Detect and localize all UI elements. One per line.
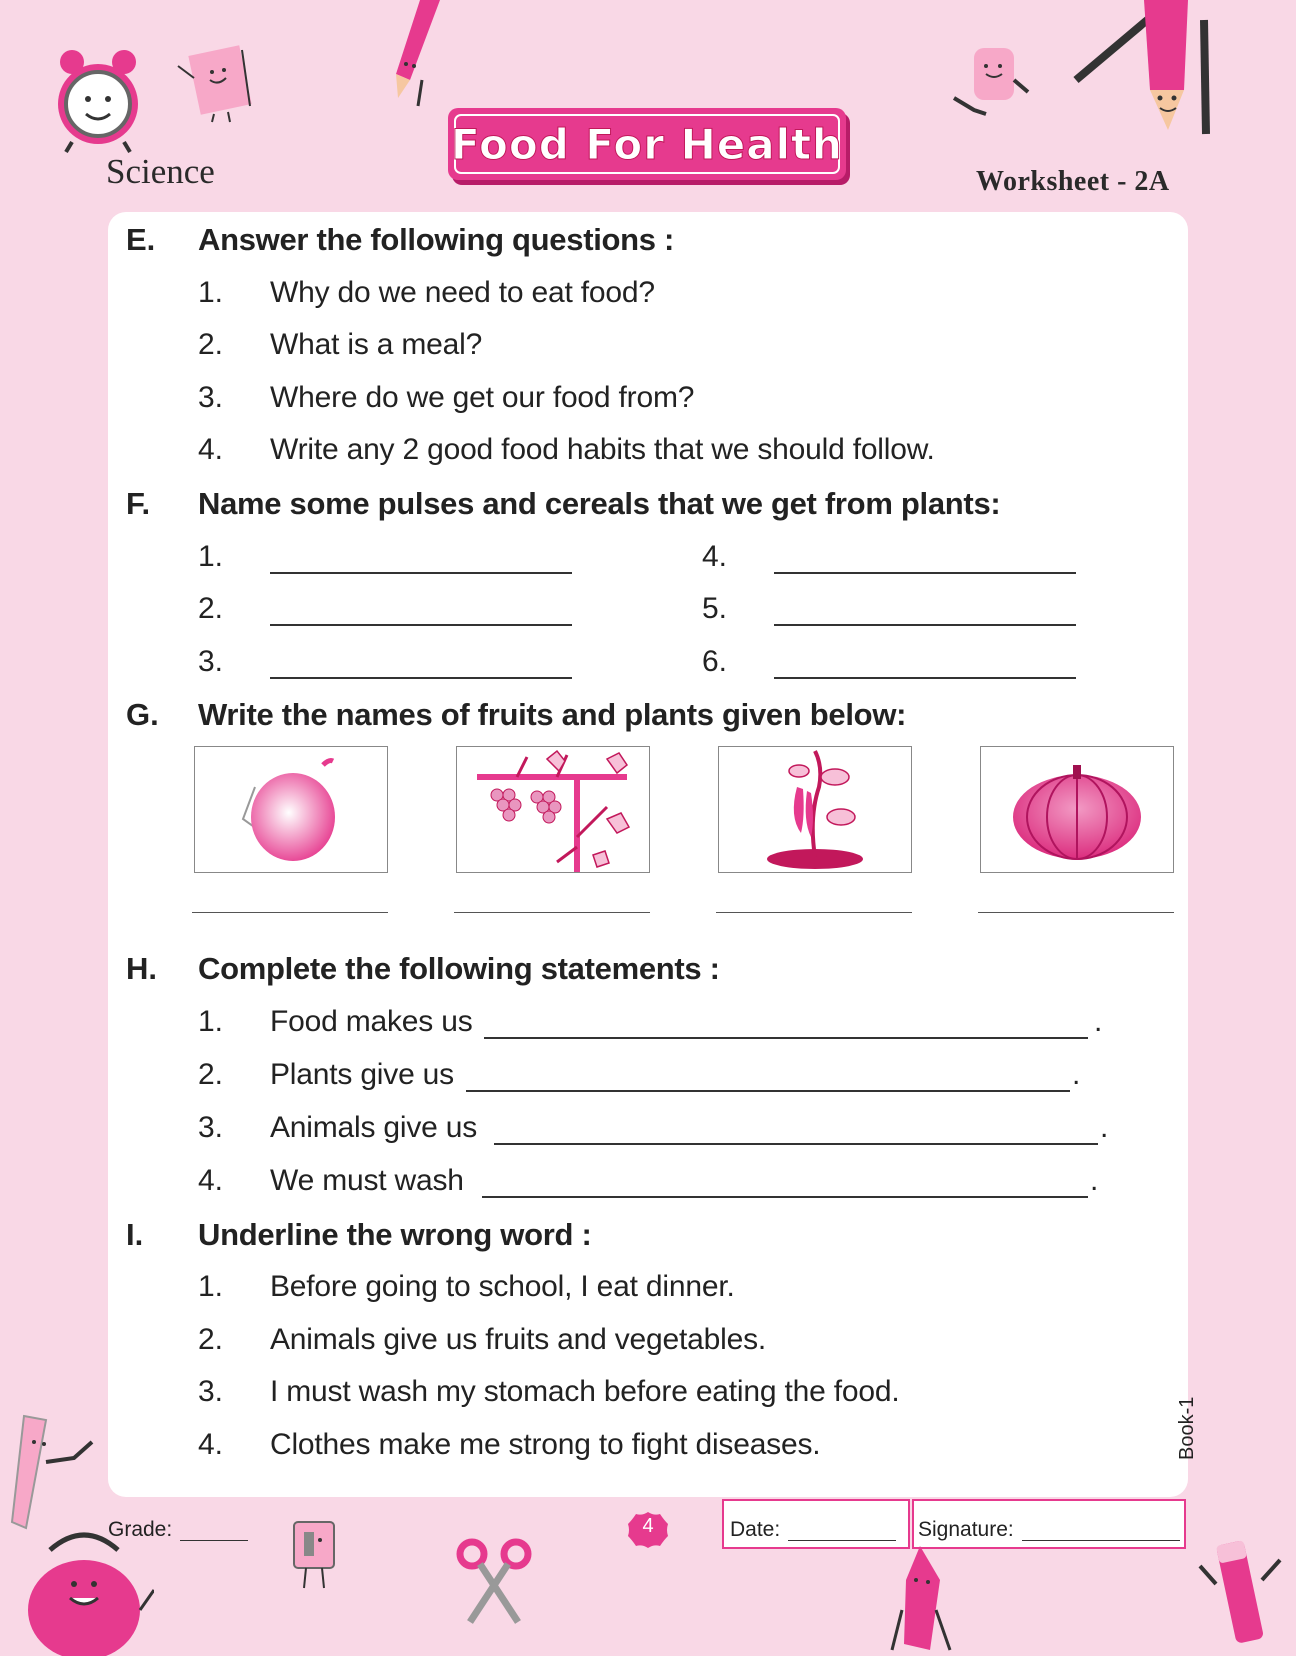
question-number: 4. xyxy=(198,433,224,466)
scissors-icon xyxy=(454,1536,534,1626)
answer-blank[interactable] xyxy=(270,624,572,626)
signature-label: Signature: xyxy=(918,1518,1014,1541)
sentence-number: 4. xyxy=(198,1428,224,1461)
sentence-number: 3. xyxy=(198,1375,224,1408)
marker-character-icon xyxy=(1196,1536,1286,1656)
pencil-character-icon xyxy=(1072,0,1212,136)
sharpener-icon xyxy=(284,1518,344,1594)
blank-number: 5. xyxy=(702,592,728,625)
statement-number: 2. xyxy=(198,1058,224,1091)
statement-blank[interactable] xyxy=(484,1037,1088,1039)
answer-blank[interactable] xyxy=(774,677,1076,679)
blank-number: 2. xyxy=(198,592,224,625)
sentence-number: 2. xyxy=(198,1323,224,1356)
answer-blank[interactable] xyxy=(270,677,572,679)
page-number: 4 xyxy=(642,1515,654,1537)
mango-icon xyxy=(195,747,387,872)
grade-blank[interactable] xyxy=(180,1540,248,1541)
answer-blank[interactable] xyxy=(774,624,1076,626)
alarm-clock-icon xyxy=(52,44,144,156)
question-number: 1. xyxy=(198,276,224,309)
statement-text: We must wash xyxy=(270,1164,464,1197)
sentence-text[interactable]: Before going to school, I eat dinner. xyxy=(270,1270,735,1303)
answer-blank[interactable] xyxy=(774,572,1076,574)
question-text: What is a meal? xyxy=(270,328,483,361)
picture-box xyxy=(718,746,912,873)
statement-period: . xyxy=(1072,1058,1081,1091)
sentence-text[interactable]: Clothes make me strong to fight diseases. xyxy=(270,1428,821,1461)
question-number: 2. xyxy=(198,328,224,361)
date-label: Date: xyxy=(730,1518,781,1541)
answer-blank[interactable] xyxy=(270,572,572,574)
section-i-letter: I. xyxy=(126,1217,144,1252)
section-e-title: Answer the following questions : xyxy=(198,222,675,257)
statement-text: Food makes us xyxy=(270,1005,473,1038)
section-h-title: Complete the following statements : xyxy=(198,951,720,986)
sentence-text[interactable]: I must wash my stomach before eating the food. xyxy=(270,1375,900,1408)
blank-number: 6. xyxy=(702,645,728,678)
section-h-letter: H. xyxy=(126,951,157,986)
statement-blank[interactable] xyxy=(494,1143,1098,1145)
worksheet-title-banner xyxy=(448,108,846,180)
picture-answer-blank[interactable] xyxy=(978,912,1174,913)
ruler-character-icon xyxy=(10,1412,96,1532)
statement-blank[interactable] xyxy=(466,1090,1070,1092)
statement-blank[interactable] xyxy=(482,1196,1088,1198)
statement-period: . xyxy=(1090,1164,1099,1197)
question-text: Why do we need to eat food? xyxy=(270,276,655,309)
picture-answer-blank[interactable] xyxy=(192,912,388,913)
school-bag-icon xyxy=(14,1520,154,1656)
subject-label: Science xyxy=(106,152,215,191)
picture-box xyxy=(980,746,1174,873)
section-f-letter: F. xyxy=(126,486,151,521)
crayon-character-icon xyxy=(880,1540,960,1656)
statement-period: . xyxy=(1094,1005,1103,1038)
section-f-title: Name some pulses and cereals that we get from plants: xyxy=(198,486,1001,521)
pumpkin-icon xyxy=(981,747,1173,872)
blank-number: 4. xyxy=(702,540,728,573)
question-text: Where do we get our food from? xyxy=(270,381,695,414)
grade-label: Grade: xyxy=(108,1518,173,1541)
worksheet-number: Worksheet - 2A xyxy=(976,166,1170,197)
question-number: 3. xyxy=(198,381,224,414)
statement-text: Animals give us xyxy=(270,1111,478,1144)
section-i-title: Underline the wrong word : xyxy=(198,1217,592,1252)
question-text: Write any 2 good food habits that we should follow. xyxy=(270,433,935,466)
blank-number: 3. xyxy=(198,645,224,678)
section-g-letter: G. xyxy=(126,697,159,732)
statement-number: 3. xyxy=(198,1111,224,1144)
notepad-icon xyxy=(174,44,264,124)
pencil-icon xyxy=(380,0,450,112)
signature-blank[interactable] xyxy=(1022,1540,1180,1541)
page-title: Food For Health xyxy=(451,119,843,169)
statement-number: 4. xyxy=(198,1164,224,1197)
picture-answer-blank[interactable] xyxy=(716,912,912,913)
sentence-text[interactable]: Animals give us fruits and vegetables. xyxy=(270,1323,766,1356)
section-e-letter: E. xyxy=(126,222,156,257)
picture-answer-blank[interactable] xyxy=(454,912,650,913)
grapevine-icon xyxy=(457,747,649,872)
book-label: Book-1 xyxy=(1176,1396,1198,1460)
picture-box xyxy=(194,746,388,873)
blank-number: 1. xyxy=(198,540,224,573)
chilli-plant-icon xyxy=(719,747,911,872)
section-g-title: Write the names of fruits and plants given below: xyxy=(198,697,907,732)
statement-period: . xyxy=(1100,1111,1109,1144)
statement-number: 1. xyxy=(198,1005,224,1038)
eraser-icon xyxy=(944,40,1034,120)
statement-text: Plants give us xyxy=(270,1058,454,1091)
picture-box xyxy=(456,746,650,873)
sentence-number: 1. xyxy=(198,1270,224,1303)
